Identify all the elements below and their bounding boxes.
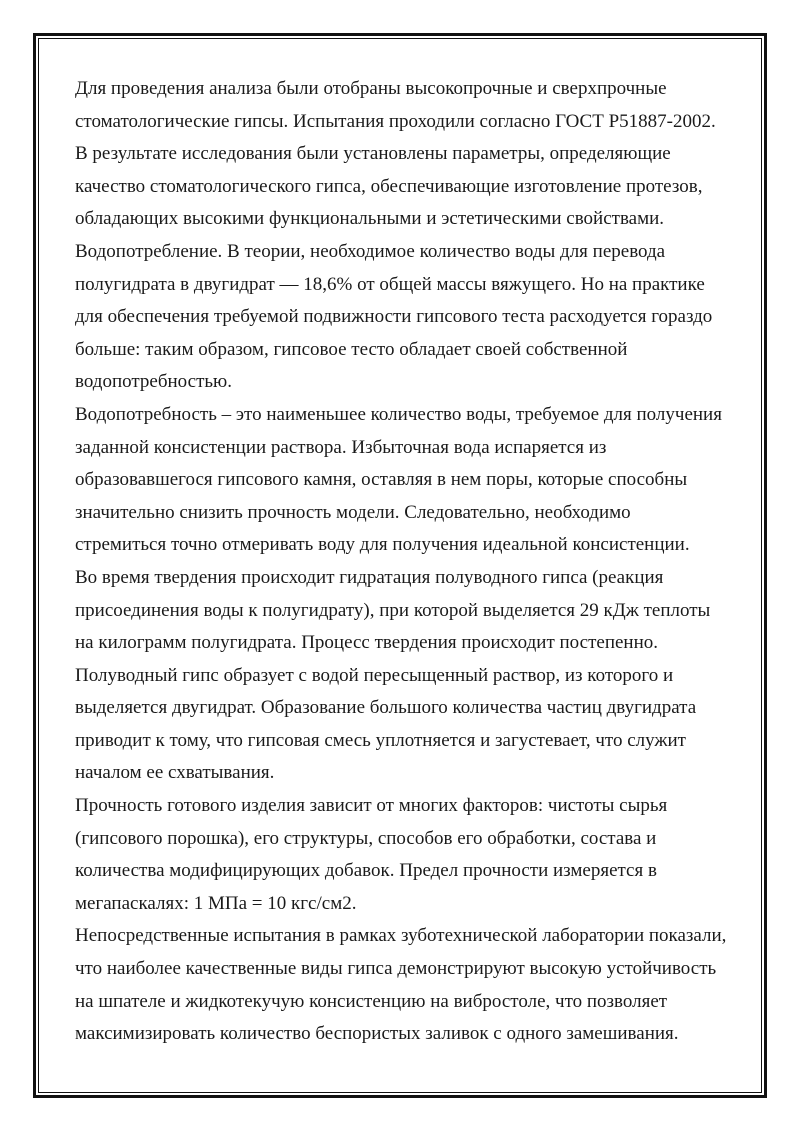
text-line: приводит к тому, что гипсовая смесь уплотняется и загустевает, что служит	[75, 729, 686, 751]
text-line: больше: таким образом, гипсовое тесто обладает своей собственной	[75, 338, 628, 360]
text-line: максимизировать количество беспористых заливок с одного замешивания.	[75, 1023, 679, 1045]
text-line: стремиться точно отмеривать воду для получения идеальной консистенции.	[75, 534, 690, 556]
text-line: Прочность готового изделия зависит от многих факторов: чистоты сырья	[75, 795, 668, 817]
text-line: Непосредственные испытания в рамках зуботехнической лаборатории показали,	[75, 925, 727, 947]
text-line: Водопотребность – это наименьшее количество воды, требуемое для получения	[75, 403, 722, 425]
text-line: что наиболее качественные виды гипса демонстрируют высокую устойчивость	[75, 958, 717, 980]
text-line: водопотребностью.	[75, 371, 233, 393]
text-line: В результате исследования были установлены параметры, определяющие	[75, 143, 671, 165]
text-line: количества модифицирующих добавок. Предел прочности измеряется в	[75, 860, 657, 882]
text-line: для обеспечения требуемой подвижности гипсового теста расходуется гораздо	[75, 306, 713, 328]
text-line: заданной консистенции раствора. Избыточная вода испаряется из	[75, 436, 607, 458]
document-body	[75, 73, 735, 1051]
text-line: присоединения воды к полугидрату), при которой выделяется 29 кДж теплоты	[75, 599, 711, 621]
text-line: значительно снизить прочность модели. Следовательно, необходимо	[75, 501, 631, 523]
text-line: на килограмм полугидрата. Процесс твердения происходит постепенно.	[75, 632, 659, 654]
text-line: Полуводный гипс образует с водой пересыщенный раствор, из которого и	[75, 664, 674, 686]
text-line: мегапаскалях: 1 МПа = 10 кгс/см2.	[75, 892, 357, 914]
text-line: Для проведения анализа были отобраны высокопрочные и сверхпрочные	[75, 78, 667, 99]
text-line: на шпателе и жидкотекучую консистенцию на вибростоле, что позволяет	[75, 990, 668, 1012]
text-line: образовавшегося гипсового камня, оставляя в нем поры, которые способны	[75, 469, 688, 491]
text-line: обладающих высокими функциональными и эстетическими свойствами.	[75, 208, 665, 230]
text-line: полугидрата в двугидрат — 18,6% от общей массы вяжущего. Но на практике	[75, 273, 705, 295]
text-line: началом ее схватывания.	[75, 762, 275, 784]
text-line: выделяется двугидрат. Образование большого количества частиц двугидрата	[75, 697, 697, 719]
text-line: Водопотребление. В теории, необходимое количество воды для перевода	[75, 240, 666, 262]
text-line: стоматологические гипсы. Испытания проходили согласно ГОСТ Р51887-2002.	[75, 110, 716, 132]
text-line: Во время твердения происходит гидратация полуводного гипса (реакция	[75, 566, 664, 588]
text-line: (гипсового порошка), его структуры, способов его обработки, состава и	[75, 827, 657, 849]
text-line: качество стоматологического гипса, обеспечивающие изготовление протезов,	[75, 175, 703, 197]
